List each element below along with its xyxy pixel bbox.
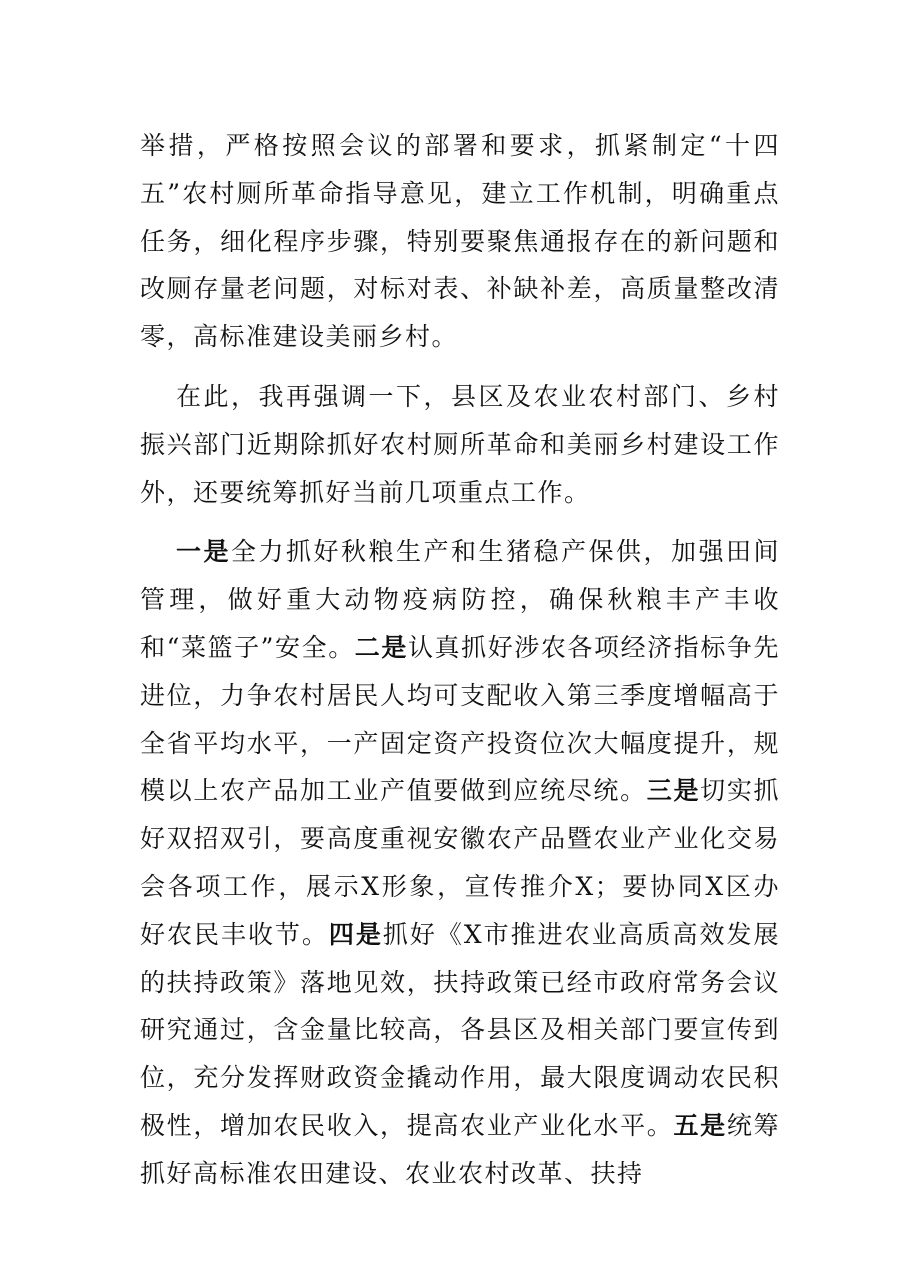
task-5-text: 统筹抓好高标准农田建设、农业农村改革、扶持 <box>140 1110 780 1188</box>
task-1-text: 全力抓好秋粮生产和生猪稳产保供，加强田间管理，做好重大动物疫病防控，确保秋粮丰产丰收和“菜篮子”安全。 <box>140 537 780 662</box>
task-3-marker: 三是 <box>646 776 701 806</box>
paragraph-2-text: 在此，我再强调一下，县区及农业农村部门、乡村振兴部门近期除抓好农村厕所革命和美丽乡村建设工作外，还要统筹抓好当前几项重点工作。 <box>140 381 780 507</box>
task-3-text: 切实抓好双招双引，要高度重视安徽农产品暨农业产业化交易会各项工作，展示X形象，宣传推介X；要协同X区办好农民丰收节。 <box>140 776 780 949</box>
task-2-marker: 二是 <box>354 632 408 662</box>
paragraph-1-text: 举措，严格按照会议的部署和要求，抓紧制定“十四五”农村厕所革命指导意见，建立工作机制，明确重点任务，细化程序步骤，特别要聚焦通报存在的新问题和改厕存量老问题，对标对表、补缺补差，高质量整改清零，高标准建设美丽乡村。 <box>140 131 780 352</box>
task-4-text: 抓好《X市推进农业高质高效发展的扶持政策》落地见效，扶持政策已经市政府常务会议研究通过，含金量比较高，各县区及相关部门要宣传到位，充分发挥财政资金撬动作用，最大限度调动农民积极性，增加农民收入，提高农业产业化水平。 <box>140 919 780 1140</box>
paragraph-key-tasks <box>140 528 780 1197</box>
task-4-marker: 四是 <box>328 919 383 949</box>
task-1-marker: 一是 <box>176 537 231 567</box>
document-body <box>140 122 780 1210</box>
task-2-text: 认真抓好涉农各项经济指标争先进位，力争农村居民人均可支配收入第三季度增幅高于全省平均水平，一产固定资产投资位次大幅度提升，规模以上农产品加工业产值要做到应统尽统。 <box>140 632 780 806</box>
paragraph-continued <box>140 122 780 361</box>
task-5-marker: 五是 <box>673 1110 727 1140</box>
paragraph-emphasis-intro <box>140 373 780 516</box>
